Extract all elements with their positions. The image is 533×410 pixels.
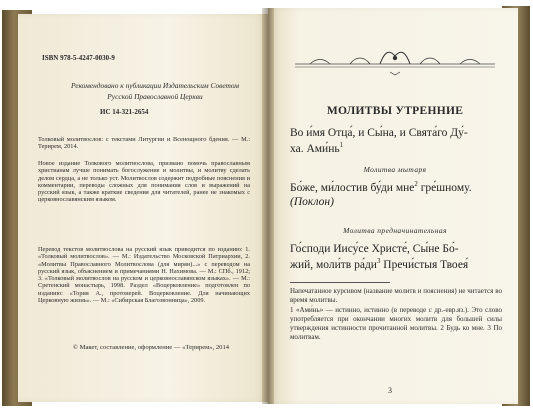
- book-gutter: [262, 8, 274, 404]
- prayer-instruction: (Поклон): [290, 196, 334, 208]
- footnotes: 1 «Ами́нь» — истинно, истинно (в переводе с др.-евр.яз.). Это слово употребляется при окончании многих молитв для большей силы утверждения истинности прочитанной молитвы. 2 Будь ко мне. 3 По молитвам.: [290, 306, 502, 341]
- footnote-italic-explanation: Напечатанное курсивом (название молитв и пояснения) не читается во время молитвы.: [290, 287, 502, 304]
- decorative-ornament-icon: [290, 46, 500, 76]
- recommendation-text: Рекомендовано к публикации Издательским Советом Русской Православной Церкви: [70, 81, 239, 101]
- prayer-section-title: МОЛИТВЫ УТРЕННИЕ: [326, 105, 464, 117]
- prayer-line-1: Во и́мя Отца́, и Сы́на, и Свята́го Ду́-: [290, 127, 468, 139]
- page-number: 3: [388, 386, 392, 395]
- bibliographic-paragraph: Толковый молитвослов: с текстами Литургии и Всенощного бдения. — М.: Терирем, 2014.: [38, 136, 250, 151]
- translation-source-paragraph: Перевод текстов молитвослова на русский язык приводится по изданию: 1. «Толковый молитвослов». — М.: Издательство Московской Патриархии, 2. «Молитвы Православного Молитвослова (для мирян)...» с переводом на русский язык, объяснением и примечаниями Н. Нахимова. — М.: СПб., 1912; 3. «Толковый молитвослов на русском и церковнославянском языках». — М.: Сретенский монастырь, 1998. Раздел «Воцерковление» подготовлен по изданию: «Тория А., протоиерей. Воцерковление. Для начинающих Церковную жизнь». — М.: «Сибирская Благозвонница», 2009.: [38, 246, 250, 305]
- copyright-text: © Макет, составление, оформление — «Терирем», 2014: [72, 344, 230, 351]
- description-paragraph: Новое издание Толкового молитвослова, призвано помочь православным христианам лучше понимать богослужение и молитвы, и молитву сделать делом сердца, а не только уст. Молитвослов содержит подробные пояснения и комментарии, переводы сложных для понимания слов и выражений на русский язык, а также краткие сведения для читателей, ранее не знакомых с церковнославянским языком.: [38, 160, 250, 204]
- prayer-line-2: ха. $Ами́нь^1$: [290, 142, 344, 155]
- prayer-line-3: Бо́же, ми́лостив бу́ди мне$^2$ гре́шному.: [290, 181, 472, 194]
- prayer-subtitle-publican: Молитва мытаря: [363, 165, 427, 174]
- isbn-text: ISBN 978-5-4247-0030-9: [42, 54, 115, 62]
- prayer-line-6: жий, моли́тв $ра́ди^3$ Пречи́стыя Твоея́: [290, 258, 469, 271]
- prayer-subtitle-initial: Молитва предначинательная: [343, 226, 447, 235]
- prayer-line-5: Го́споди Иису́се Христе́, Сы́не Бо́-: [290, 243, 459, 255]
- recommendation-code: ИС 14-321-2654: [100, 108, 149, 116]
- footnote-divider: [290, 282, 390, 283]
